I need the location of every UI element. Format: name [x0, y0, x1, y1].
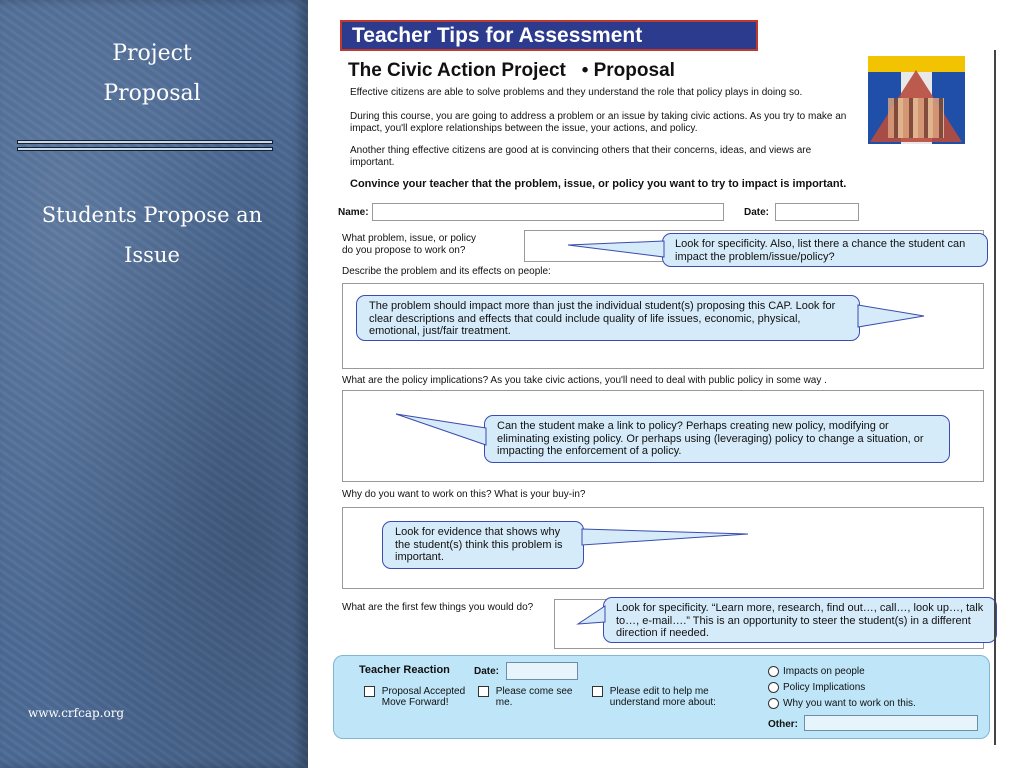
slide-title-line2: Proposal [103, 81, 201, 106]
accepted-label-line1: Proposal Accepted [381, 686, 466, 697]
why-label: Why you want to work on this. [783, 698, 916, 710]
come-see-checkbox[interactable] [478, 686, 489, 697]
problem-question-line1: What problem, issue, or policy [342, 233, 476, 244]
slide-title-line1: Project [112, 41, 192, 66]
slide-subtitle [0, 195, 304, 275]
radio-why[interactable] [768, 698, 916, 709]
impacts-radio[interactable] [768, 666, 779, 677]
slide-subtitle-line1: Students Propose an [41, 203, 263, 227]
callout-specificity: Look for specificity. Also, list there a chance the student can impact the problem/issue/policy? [662, 233, 988, 267]
why-radio[interactable] [768, 698, 779, 709]
other-field[interactable] [804, 715, 978, 731]
callout-evidence: Look for evidence that shows why the student(s) think this problem is important. [382, 521, 584, 569]
reaction-title: Teacher Reaction [359, 664, 450, 676]
convince-instruction: Convince your teacher that the problem, issue, or policy you want to try to impact is important. [350, 178, 847, 190]
citizens-paragraph: Another thing effective citizens are good at is convincing others that their concerns, ideas, and views are important. [350, 145, 812, 168]
page-edge-line [994, 50, 996, 745]
date-label: Date: [744, 207, 770, 218]
reaction-date-label: Date: [474, 666, 500, 677]
reaction-date-field[interactable] [506, 662, 578, 680]
callout-impact: The problem should impact more than just the individual student(s) proposing this CAP. Look for clear descriptions and effects that could include quality of life issues, economic, physical, emotional, just/fair treatment. [356, 295, 860, 341]
edit-label-line1: Please edit to help me [609, 686, 709, 697]
problem-question-line2: do you propose to work on? [342, 245, 466, 256]
footer-url[interactable]: www.crfcap.org [28, 706, 125, 720]
edit-label-line2: understand more about: [609, 697, 716, 708]
proposal-document [330, 0, 1024, 768]
radio-policy[interactable] [768, 682, 865, 693]
edit-checkbox[interactable] [592, 686, 603, 697]
other-label: Other: [768, 719, 798, 730]
project-title-text: The Civic Action Project [348, 60, 566, 81]
accepted-checkbox[interactable] [364, 686, 375, 697]
option-edit[interactable] [592, 686, 716, 708]
radio-impacts[interactable] [768, 666, 865, 677]
policy-question: What are the policy implications? As you take civic actions, you'll need to deal with public policy in some way . [342, 375, 827, 386]
teacher-reaction-panel [333, 655, 990, 739]
name-label: Name: [338, 207, 369, 218]
course-paragraph: During this course, you are going to address a problem or an issue by taking civic actions. As you try to make an impact, you'll explore relationships between the issue, your actions, and policy. [350, 111, 847, 134]
slide-title [0, 34, 304, 114]
sidebar-panel [0, 0, 308, 768]
come-see-label-line1: Please come see [495, 686, 573, 697]
describe-question: Describe the problem and its effects on people: [342, 266, 551, 277]
firststeps-question: What are the first few things you would do? [342, 602, 534, 613]
policy-label: Policy Implications [783, 682, 866, 694]
accepted-label-line2: Move Forward! [381, 697, 449, 708]
come-see-label-line2: me. [495, 697, 513, 708]
callout-pointers [330, 0, 1024, 768]
callout-first-steps: Look for specificity. “Learn more, research, find out…, call…, look up…, talk to…, e-mail….” This is an opportunity to steer the student(s) in a different direction if needed. [603, 597, 997, 643]
slide-subtitle-line2: Issue [124, 243, 180, 267]
banner: Teacher Tips for Assessment [340, 20, 758, 51]
impacts-label: Impacts on people [783, 666, 865, 678]
policy-radio[interactable] [768, 682, 779, 693]
callout-policy-link: Can the student make a link to policy? Perhaps creating new policy, modifying or eliminating existing policy. Or perhaps using (leveraging) policy to change a situation, or impacting the enforcement of a policy. [484, 415, 950, 463]
intro-paragraph: Effective citizens are able to solve problems and they understand the role that policy plays in doing so. [350, 87, 803, 98]
project-subtitle-text: • Proposal [581, 60, 675, 81]
option-accepted[interactable] [364, 686, 465, 708]
option-come-see[interactable] [478, 686, 573, 708]
buyin-question: Why do you want to work on this? What is your buy-in? [342, 489, 586, 500]
title-divider [17, 140, 273, 152]
